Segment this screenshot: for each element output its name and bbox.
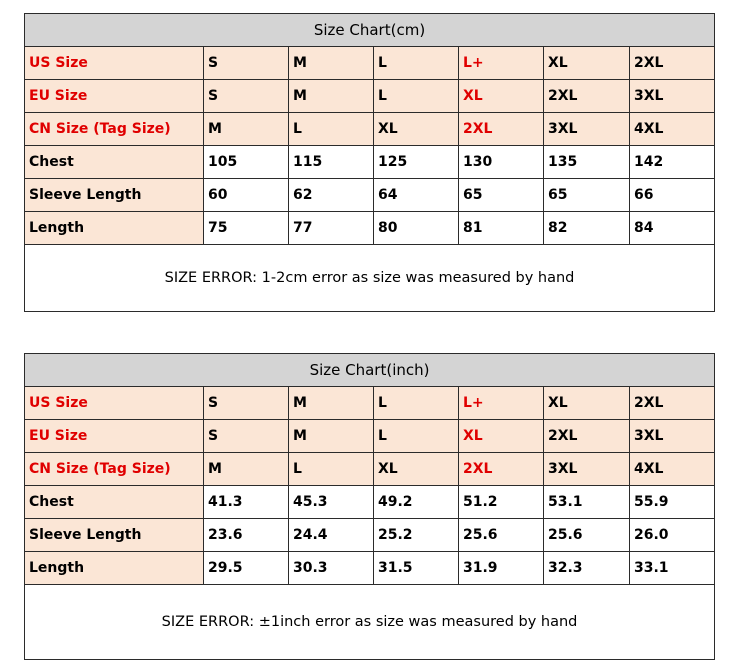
table-cell: 25.6 xyxy=(544,519,630,552)
table-cell: 65 xyxy=(544,179,630,212)
table-row xyxy=(25,420,715,453)
table-cell: 2XL xyxy=(630,47,715,80)
table-cell: S xyxy=(204,387,289,420)
table-cell: 41.3 xyxy=(204,486,289,519)
row-label: EU Size xyxy=(25,420,204,453)
row-label: Chest xyxy=(25,146,204,179)
table-cell: 25.2 xyxy=(374,519,459,552)
table-cell: 75 xyxy=(204,212,289,245)
size-error-note: SIZE ERROR: 1-2cm error as size was measured by hand xyxy=(25,245,715,312)
table-cell: 142 xyxy=(630,146,715,179)
table-row xyxy=(25,47,715,80)
row-label: CN Size (Tag Size) xyxy=(25,113,204,146)
table-cell: XL xyxy=(459,420,544,453)
table-cell: 31.5 xyxy=(374,552,459,585)
table-cell: 62 xyxy=(289,179,374,212)
table-cell: 82 xyxy=(544,212,630,245)
size-chart-cm xyxy=(24,13,715,312)
table-row xyxy=(25,453,715,486)
table-cell: L+ xyxy=(459,387,544,420)
table-cell: L+ xyxy=(459,47,544,80)
table-row xyxy=(25,486,715,519)
table-cell: 84 xyxy=(630,212,715,245)
table-row xyxy=(25,552,715,585)
table-row xyxy=(25,113,715,146)
row-label: Length xyxy=(25,212,204,245)
chart-title: Size Chart(inch) xyxy=(25,354,715,387)
table-cell: 2XL xyxy=(544,420,630,453)
table-cell: 24.4 xyxy=(289,519,374,552)
table-cell: 51.2 xyxy=(459,486,544,519)
table-cell: 2XL xyxy=(544,80,630,113)
table-cell: XL xyxy=(459,80,544,113)
table-cell: 135 xyxy=(544,146,630,179)
table-cell: 65 xyxy=(459,179,544,212)
table-cell: 53.1 xyxy=(544,486,630,519)
table-cell: S xyxy=(204,420,289,453)
table-cell: 3XL xyxy=(630,80,715,113)
table-cell: 2XL xyxy=(459,113,544,146)
table-cell: 45.3 xyxy=(289,486,374,519)
table-cell: 2XL xyxy=(459,453,544,486)
row-label: Length xyxy=(25,552,204,585)
table-cell: M xyxy=(289,47,374,80)
table-cell: 125 xyxy=(374,146,459,179)
table-row xyxy=(25,179,715,212)
table-cell: M xyxy=(289,387,374,420)
size-error-note: SIZE ERROR: ±1inch error as size was measured by hand xyxy=(25,585,715,660)
row-label: US Size xyxy=(25,47,204,80)
row-label: Sleeve Length xyxy=(25,179,204,212)
table-cell: XL xyxy=(374,113,459,146)
table-cell: 81 xyxy=(459,212,544,245)
table-cell: 49.2 xyxy=(374,486,459,519)
table-cell: M xyxy=(289,420,374,453)
table-cell: 77 xyxy=(289,212,374,245)
table-cell: L xyxy=(374,47,459,80)
table-cell: L xyxy=(374,80,459,113)
table-cell: 32.3 xyxy=(544,552,630,585)
table-cell: 29.5 xyxy=(204,552,289,585)
table-cell: M xyxy=(289,80,374,113)
table-cell: XL xyxy=(544,47,630,80)
table-cell: XL xyxy=(544,387,630,420)
table-cell: M xyxy=(204,453,289,486)
table-cell: 31.9 xyxy=(459,552,544,585)
chart-title: Size Chart(cm) xyxy=(25,14,715,47)
table-cell: S xyxy=(204,47,289,80)
table-cell: 4XL xyxy=(630,113,715,146)
table-cell: 55.9 xyxy=(630,486,715,519)
table-cell: 23.6 xyxy=(204,519,289,552)
table-cell: 105 xyxy=(204,146,289,179)
table-cell: S xyxy=(204,80,289,113)
table-row xyxy=(25,146,715,179)
table-row xyxy=(25,387,715,420)
table-row xyxy=(25,519,715,552)
table-cell: M xyxy=(204,113,289,146)
table-cell: 115 xyxy=(289,146,374,179)
table-cell: 3XL xyxy=(544,113,630,146)
table-cell: 60 xyxy=(204,179,289,212)
table-cell: L xyxy=(374,387,459,420)
row-label: Chest xyxy=(25,486,204,519)
table-row xyxy=(25,80,715,113)
row-label: Sleeve Length xyxy=(25,519,204,552)
table-cell: 80 xyxy=(374,212,459,245)
table-row xyxy=(25,212,715,245)
table-cell: 30.3 xyxy=(289,552,374,585)
table-cell: 3XL xyxy=(544,453,630,486)
table-cell: 130 xyxy=(459,146,544,179)
table-cell: 66 xyxy=(630,179,715,212)
table-cell: 26.0 xyxy=(630,519,715,552)
table-cell: L xyxy=(374,420,459,453)
table-cell: 3XL xyxy=(630,420,715,453)
table-cell: L xyxy=(289,113,374,146)
table-cell: 33.1 xyxy=(630,552,715,585)
row-label: US Size xyxy=(25,387,204,420)
row-label: CN Size (Tag Size) xyxy=(25,453,204,486)
table-cell: L xyxy=(289,453,374,486)
row-label: EU Size xyxy=(25,80,204,113)
table-cell: XL xyxy=(374,453,459,486)
table-cell: 4XL xyxy=(630,453,715,486)
table-cell: 2XL xyxy=(630,387,715,420)
table-cell: 25.6 xyxy=(459,519,544,552)
size-chart-inch xyxy=(24,353,715,660)
table-cell: 64 xyxy=(374,179,459,212)
